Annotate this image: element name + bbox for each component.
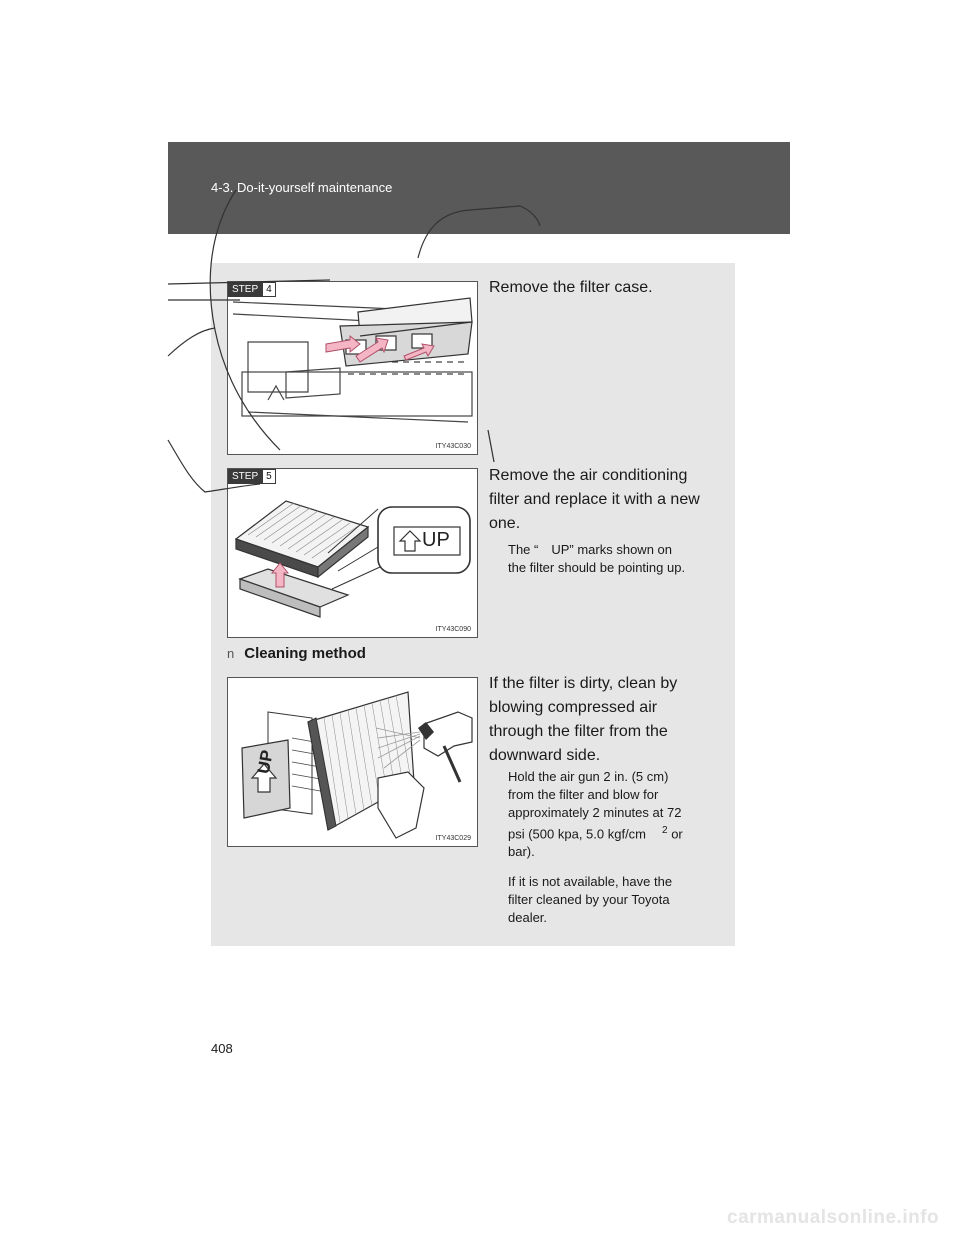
step-number: 4 [262, 282, 276, 297]
note-line: from the filter and blow for [508, 787, 659, 802]
superscript: 2 [662, 825, 668, 836]
step-label: STEP [228, 469, 262, 484]
note-line-suffix: or [667, 826, 683, 842]
instruction-line: Remove the air conditioning [489, 467, 688, 484]
note-line: Hold the air gun 2 in. (5 cm) [508, 769, 669, 784]
up-badge-text: UP [422, 529, 450, 551]
instruction-line: If the filter is dirty, clean by [489, 675, 678, 692]
glovebox-illustration [228, 282, 477, 454]
step-number: 5 [262, 469, 276, 484]
note-line: If it is not available, have the [508, 874, 673, 889]
cleaning-note-1 [508, 768, 683, 861]
step-5-note [508, 541, 685, 577]
cleaning-instruction [489, 672, 677, 768]
replace-filter-figure [227, 468, 478, 638]
instruction-line: through the filter from the [489, 723, 668, 740]
instruction-line: downward side. [489, 747, 601, 764]
figure-code: ITY43C030 [435, 443, 471, 450]
step-4-instruction: Remove the filter case. [489, 279, 653, 296]
note-line: The “ UP” marks shown on [508, 542, 672, 557]
up-badge-text: UP [253, 748, 277, 776]
figure-code: ITY43C029 [435, 835, 471, 842]
step-5-instruction [489, 464, 700, 536]
note-line: dealer. [508, 910, 548, 925]
note-line: the filter should be pointing up. [508, 560, 686, 575]
cleaning-heading [227, 645, 366, 662]
step-badge [228, 469, 276, 484]
step-badge [228, 282, 276, 297]
page-header [168, 142, 790, 234]
section-title: 4-3. Do-it-yourself maintenance [211, 180, 393, 195]
step-label: STEP [228, 282, 262, 297]
note-line-prefix: psi (500 kpa, 5.0 kgf/cm [508, 826, 647, 842]
instruction-line: blowing compressed air [489, 699, 658, 716]
filter-case-figure [227, 281, 478, 455]
cleaning-note-2 [508, 873, 672, 927]
filter-illustration [228, 469, 477, 637]
page-number: 408 [211, 1041, 233, 1056]
cleaning-heading-text: Cleaning method [244, 645, 366, 662]
instruction-line: filter and replace it with a new [489, 491, 700, 508]
note-line: approximately 2 minutes at 72 [508, 805, 682, 820]
note-line [508, 822, 683, 843]
cleaning-figure [227, 677, 478, 847]
instruction-line: one. [489, 515, 521, 532]
figure-code: ITY43C090 [435, 626, 471, 633]
bullet-marker: n [227, 646, 235, 661]
watermark-text: carmanualsonline.info [727, 1207, 940, 1228]
note-line: filter cleaned by your Toyota [508, 892, 670, 907]
note-line: bar). [508, 844, 535, 860]
